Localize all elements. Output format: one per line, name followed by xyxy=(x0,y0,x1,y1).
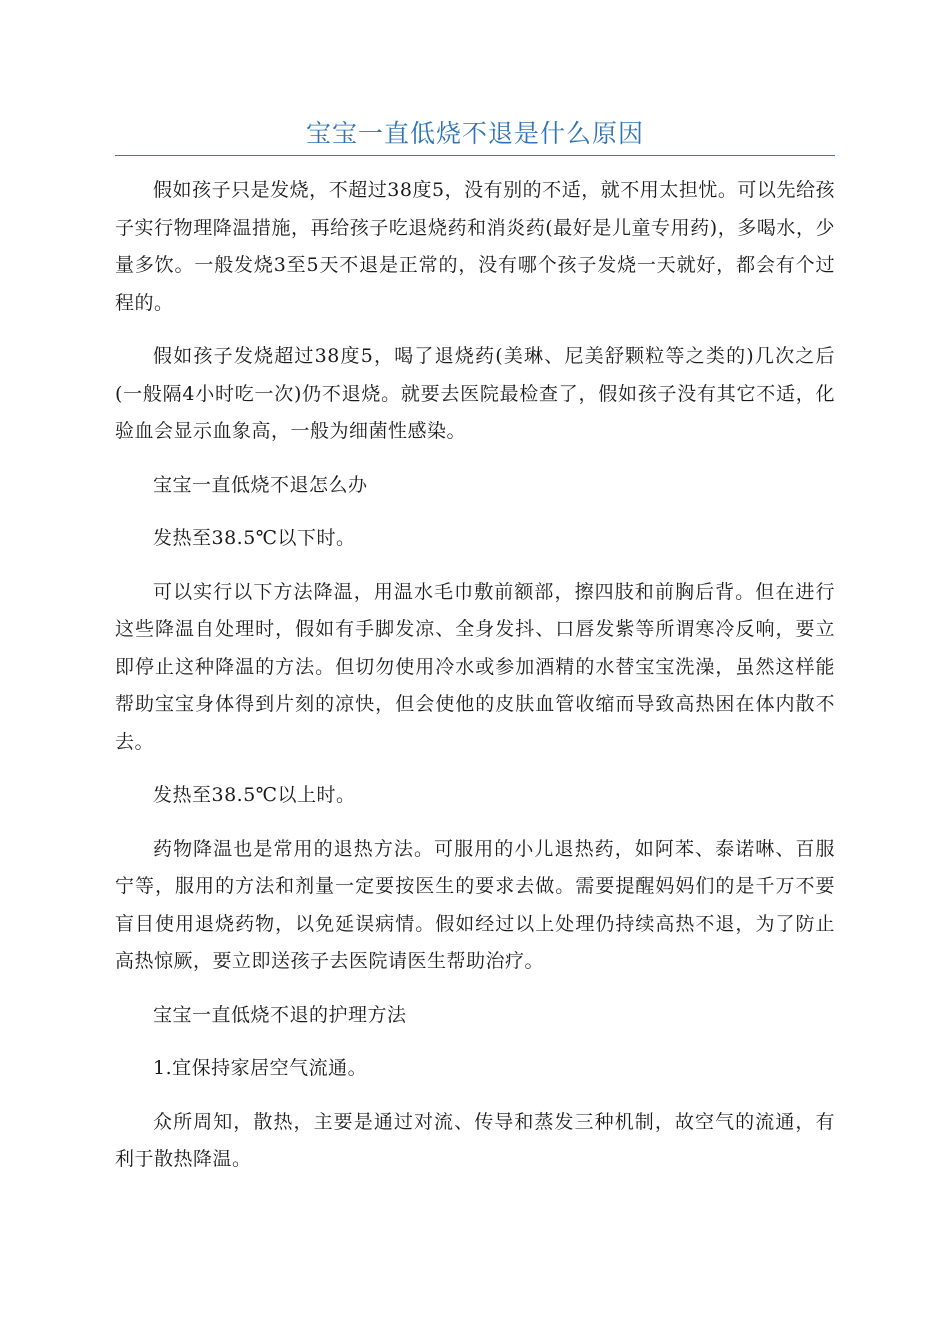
paragraph-ventilation-detail: 众所周知，散热，主要是通过对流、传导和蒸发三种机制，故空气的流通，有利于散热降温。 xyxy=(115,1110,835,1170)
paragraph-cause-high-fever: 假如孩子发烧超过38度5，喝了退烧药(美琳、尼美舒颗粒等之类的)几次之后(一般隔4小时吃一次)仍不退烧。就要去医院最检查了，假如孩子没有其它不适，化验血会显示血象高，一般为细菌性感染。 xyxy=(115,345,835,442)
paragraph-medication-cooling: 药物降温也是常用的退热方法。可服用的小儿退热药，如阿苯、泰诺啉、百服宁等，服用的方法和剂量一定要按医生的要求去做。需要提醒妈妈们的是千万不要盲目使用退烧药物，以免延误病情。假如经过以上处理仍持续高热不退，为了防止高热惊厥，要立即送孩子去医院请医生帮助治疗。 xyxy=(115,837,835,972)
list-item-ventilation: 1.宜保持家居空气流通。 xyxy=(153,1057,368,1079)
subheading-below-38-5: 发热至38.5℃以下时。 xyxy=(153,527,356,549)
section-heading-what-to-do: 宝宝一直低烧不退怎么办 xyxy=(153,473,368,496)
subheading-above-38-5: 发热至38.5℃以上时。 xyxy=(153,784,356,806)
title-block xyxy=(115,112,835,156)
page-title: 宝宝一直低烧不退是什么原因 xyxy=(305,119,644,148)
paragraph-cause-mild-fever: 假如孩子只是发烧，不超过38度5，没有别的不适，就不用太担忧。可以先给孩子实行物理降温措施，再给孩子吃退烧药和消炎药(最好是儿童专用药)，多喝水，少量多饮。一般发烧3至5天不退是正常的，没有哪个孩子发烧一天就好，都会有个过程的。 xyxy=(115,179,835,314)
paragraph-physical-cooling: 可以实行以下方法降温，用温水毛巾敷前额部，擦四肢和前胸后背。但在进行这些降温自处理时，假如有手脚发凉、全身发抖、口唇发紫等所谓寒冷反响，要立即停止这种降温的方法。但切勿使用冷水或参加酒精的水替宝宝洗澡，虽然这样能帮助宝宝身体得到片刻的凉快，但会使他的皮肤血管收缩而导致高热困在体内散不去。 xyxy=(115,580,835,753)
section-heading-care-methods: 宝宝一直低烧不退的护理方法 xyxy=(153,1003,407,1026)
document-body xyxy=(115,172,835,1195)
